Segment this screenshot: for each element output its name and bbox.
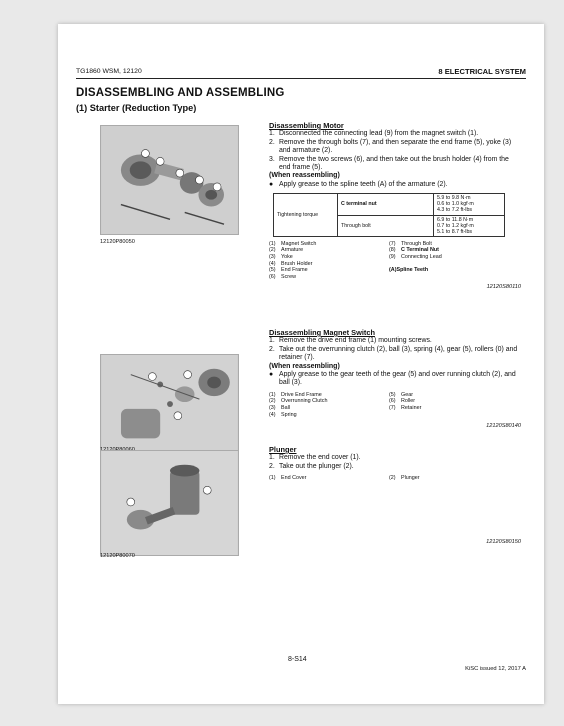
header-section: 8 ELECTRICAL SYSTEM xyxy=(438,67,526,76)
figure-caption-1: 12120P80050 xyxy=(100,239,135,245)
motor-heading: Disassembling Motor xyxy=(269,121,344,130)
list-item: 3. Remove the two screws (6), and then take out the brush holder (4) from the end frame (5). xyxy=(269,155,509,172)
magnet-reference-code: 12120S80140 xyxy=(486,423,521,430)
list-item: 1. Disconnected the connecting lead (9) from the magnet switch (1). xyxy=(269,130,479,138)
motor-section xyxy=(269,122,521,292)
issue-note: KiSC issued 12, 2017 A xyxy=(465,666,526,672)
magnet-section xyxy=(269,329,521,431)
plunger-photo xyxy=(100,450,239,556)
list-item: 2. Remove the through bolts (7), and then separate the end frame (5), yoke (3) and armature (2). xyxy=(269,138,512,155)
list-item: 2. Take out the plunger (2). xyxy=(269,462,354,470)
motor-grease-note: ● Apply grease to the spline teeth (A) of the armature (2). xyxy=(269,180,448,188)
list-item: 1. Remove the drive end frame (1) mounting screws. xyxy=(269,337,432,345)
plunger-section xyxy=(269,446,521,546)
header-divider xyxy=(76,78,526,79)
magnet-steps xyxy=(269,337,521,362)
page-title: DISASSEMBLING AND ASSEMBLING xyxy=(76,87,285,99)
list-item: 1. Remove the end cover (1). xyxy=(269,454,361,462)
header-model: TG1860 WSM, 12120 xyxy=(76,68,142,75)
plunger-steps xyxy=(269,454,521,471)
motor-reference-code: 12120S80110 xyxy=(486,284,521,291)
magnet-switch-exploded-photo xyxy=(100,354,239,455)
motor-reassembly-heading: (When reassembling) xyxy=(269,172,340,180)
figure-caption-3: 12120P80070 xyxy=(100,553,135,559)
magnet-grease-note: ● Apply grease to the gear teeth of the gear (5) and over running clutch (2), and ball (3). xyxy=(269,371,516,387)
magnet-legend: (1) Drive End Frame (5) Gear (2) Overrunning Clutch (6) Roller (3) Ball (7) Retainer (4) Spring xyxy=(269,391,422,418)
manual-page xyxy=(58,24,544,704)
plunger-reference-code: 12120S80150 xyxy=(486,538,521,545)
page-number: 8-S14 xyxy=(288,656,307,663)
magnet-reassembly-heading: (When reassembling) xyxy=(269,362,340,370)
motor-steps xyxy=(269,130,521,172)
starter-exploded-photo xyxy=(100,125,239,235)
torque-item: Through bolt xyxy=(338,215,434,236)
section-subtitle: (1) Starter (Reduction Type) xyxy=(76,103,197,113)
motor-legend: (1) Magnet Switch (7) Through Bolt (2) Armature (8) C Terminal Nut (3) Yoke (9) Connecting Lead (4) Brush Holder (5) End Frame (A)Spline Teeth (6) Screw xyxy=(269,240,442,280)
torque-label: Tightening torque xyxy=(274,194,338,237)
plunger-legend: (1) End Cover (2) Plunger xyxy=(269,475,420,482)
torque-table xyxy=(273,193,505,237)
plunger-heading: Plunger xyxy=(269,445,297,454)
torque-item: C terminal nut xyxy=(338,194,434,215)
torque-values: 5.9 to 9.8 N·m 0.6 to 1.0 kgf·m 4.3 to 7.2 ft-lbs xyxy=(434,194,505,215)
magnet-heading: Disassembling Magnet Switch xyxy=(269,328,375,337)
torque-values: 6.9 to 11.8 N·m 0.7 to 1.2 kgf·m 5.1 to 8.7 ft-lbs xyxy=(434,215,505,236)
list-item: 2. Take out the overrunning clutch (2), ball (3), spring (4), gear (5), rollers (0) and retainer (7). xyxy=(269,345,518,362)
